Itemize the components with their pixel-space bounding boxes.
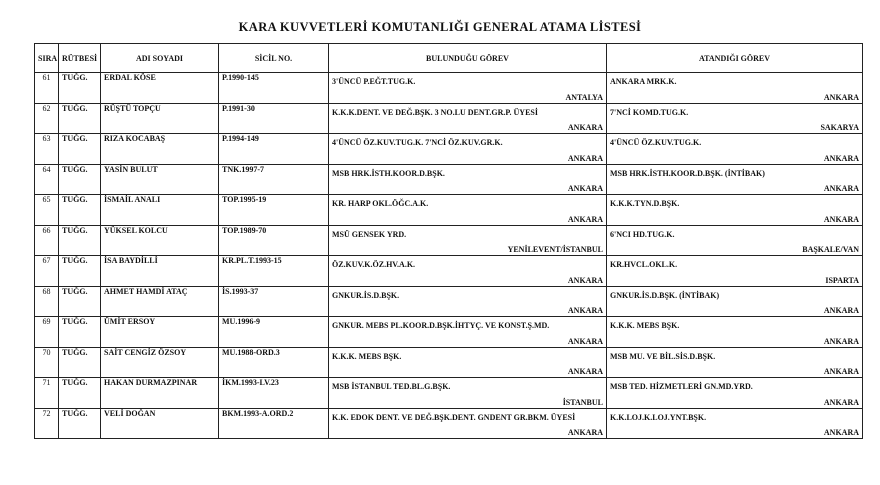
row-name: VELİ DOĞAN bbox=[101, 408, 219, 439]
row-current-location: ANKARA bbox=[567, 275, 603, 285]
row-new-duty-cell bbox=[607, 317, 863, 348]
row-new-duty: GNKUR.İS.D.BŞK. (İNTİBAK) bbox=[610, 290, 720, 300]
row-current-duty-cell bbox=[329, 256, 607, 287]
row-number: 72 bbox=[35, 408, 59, 439]
table-row bbox=[35, 225, 863, 256]
row-number: 66 bbox=[35, 225, 59, 256]
row-current-duty: ÖZ.KUV.K.ÖZ.HV.A.K. bbox=[332, 260, 416, 269]
header-adi-soyadi: ADI SOYADI bbox=[101, 44, 219, 73]
row-current-duty-cell bbox=[329, 103, 607, 134]
row-number: 65 bbox=[35, 195, 59, 226]
row-new-duty-cell bbox=[607, 408, 863, 439]
row-current-location: ANKARA bbox=[567, 153, 603, 163]
table-row bbox=[35, 164, 863, 195]
row-current-duty-cell bbox=[329, 347, 607, 378]
row-current-duty-cell bbox=[329, 73, 607, 104]
row-number: 61 bbox=[35, 73, 59, 104]
row-current-duty-cell bbox=[329, 378, 607, 409]
row-new-location: ISPARTA bbox=[825, 275, 859, 285]
table-header-row bbox=[35, 44, 863, 73]
row-rank: TUĞG. bbox=[59, 286, 101, 317]
row-sicil: TOP.1989-70 bbox=[219, 225, 329, 256]
assignment-table bbox=[34, 43, 863, 439]
row-name: ÜMİT ERSOY bbox=[101, 317, 219, 348]
row-number: 70 bbox=[35, 347, 59, 378]
row-new-duty: MSB HRK.İSTH.KOOR.D.BŞK. (İNTİBAK) bbox=[610, 168, 765, 178]
row-sicil: MU.1988-ORD.3 bbox=[219, 347, 329, 378]
row-rank: TUĞG. bbox=[59, 256, 101, 287]
row-name: ERDAL KÖSE bbox=[101, 73, 219, 104]
row-rank: TUĞG. bbox=[59, 134, 101, 165]
row-name: AHMET HAMDİ ATAÇ bbox=[101, 286, 219, 317]
row-number: 63 bbox=[35, 134, 59, 165]
row-rank: TUĞG. bbox=[59, 408, 101, 439]
row-number: 68 bbox=[35, 286, 59, 317]
document-title: KARA KUVVETLERİ KOMUTANLIĞI GENERAL ATAMA LİSTESİ bbox=[238, 20, 642, 34]
row-new-duty-cell bbox=[607, 286, 863, 317]
row-new-location: ANKARA bbox=[823, 92, 859, 102]
row-current-location: İSTANBUL bbox=[562, 397, 603, 407]
row-new-duty: 7'NCİ KOMD.TUG.K. bbox=[610, 107, 689, 117]
header-sira: SIRA bbox=[35, 44, 59, 73]
row-number: 67 bbox=[35, 256, 59, 287]
table-row bbox=[35, 408, 863, 439]
row-new-location: ANKARA bbox=[823, 336, 859, 346]
row-current-duty-cell bbox=[329, 164, 607, 195]
row-sicil: P.1990-145 bbox=[219, 73, 329, 104]
row-current-duty: K.K. EDOK DENT. VE DEĞ.BŞK.DENT. GNDENT GR.BKM. ÜYESİ bbox=[332, 412, 576, 422]
table-row bbox=[35, 103, 863, 134]
row-sicil: BKM.1993-A.ORD.2 bbox=[219, 408, 329, 439]
row-name: İSA BAYDİLLİ bbox=[101, 256, 219, 287]
row-new-duty-cell bbox=[607, 195, 863, 226]
row-current-duty: K.K.K. MEBS BŞK. bbox=[332, 351, 402, 361]
row-rank: TUĞG. bbox=[59, 317, 101, 348]
row-new-duty: MSB MU. VE BİL.SİS.D.BŞK. bbox=[610, 351, 716, 361]
row-new-duty-cell bbox=[607, 134, 863, 165]
row-number: 62 bbox=[35, 103, 59, 134]
row-current-duty-cell bbox=[329, 225, 607, 256]
row-rank: TUĞG. bbox=[59, 378, 101, 409]
row-new-location: ANKARA bbox=[823, 367, 859, 376]
row-current-location: ANKARA bbox=[567, 367, 603, 376]
row-number: 64 bbox=[35, 164, 59, 195]
row-new-duty-cell bbox=[607, 164, 863, 195]
row-current-location: ANTALYA bbox=[565, 92, 603, 102]
table-row bbox=[35, 317, 863, 348]
row-new-location: ANKARA bbox=[823, 153, 859, 163]
row-current-duty: GNKUR.İS.D.BŞK. bbox=[332, 290, 400, 300]
row-name: YASİN BULUT bbox=[101, 164, 219, 195]
table-row bbox=[35, 378, 863, 409]
row-new-location: BAŞKALE/VAN bbox=[802, 245, 859, 254]
header-bulundugu-gorev: BULUNDUĞU GÖREV bbox=[329, 44, 607, 73]
table-row bbox=[35, 256, 863, 287]
row-name: RÜŞTÜ TOPÇU bbox=[101, 103, 219, 134]
row-current-location: ANKARA bbox=[567, 306, 603, 315]
header-rutbesi: RÜTBESİ bbox=[59, 44, 101, 73]
row-new-duty: 6'NCI HD.TUG.K. bbox=[610, 229, 675, 239]
row-sicil: TNK.1997-7 bbox=[219, 164, 329, 195]
row-current-location: ANKARA bbox=[567, 123, 603, 132]
row-current-location: ANKARA bbox=[567, 184, 603, 193]
row-new-duty: KR.HVCL.OKL.K. bbox=[610, 260, 678, 269]
row-rank: TUĞG. bbox=[59, 225, 101, 256]
row-current-duty-cell bbox=[329, 408, 607, 439]
row-new-duty-cell bbox=[607, 225, 863, 256]
row-new-location: ANKARA bbox=[823, 184, 859, 193]
row-rank: TUĞG. bbox=[59, 195, 101, 226]
row-new-duty: ANKARA MRK.K. bbox=[610, 77, 677, 86]
row-rank: TUĞG. bbox=[59, 164, 101, 195]
row-new-duty: 4'ÜNCÜ ÖZ.KUV.TUG.K. bbox=[610, 138, 702, 147]
row-name: YÜKSEL KOLCU bbox=[101, 225, 219, 256]
table-row bbox=[35, 195, 863, 226]
row-new-duty-cell bbox=[607, 347, 863, 378]
row-new-duty-cell bbox=[607, 256, 863, 287]
row-name: RIZA KOCABAŞ bbox=[101, 134, 219, 165]
row-sicil: TOP.1995-19 bbox=[219, 195, 329, 226]
row-current-duty: MSB HRK.İSTH.KOOR.D.BŞK. bbox=[332, 168, 445, 178]
header-sicil-no: SİCİL NO. bbox=[219, 44, 329, 73]
row-rank: TUĞG. bbox=[59, 347, 101, 378]
header-atandigi-gorev: ATANDIĞI GÖREV bbox=[607, 44, 863, 73]
row-number: 69 bbox=[35, 317, 59, 348]
row-sicil: İS.1993-37 bbox=[219, 286, 329, 317]
row-new-location: ANKARA bbox=[823, 306, 859, 315]
row-sicil: P.1994-149 bbox=[219, 134, 329, 165]
row-rank: TUĞG. bbox=[59, 103, 101, 134]
row-current-duty-cell bbox=[329, 195, 607, 226]
row-new-duty: K.K.K.TYN.D.BŞK. bbox=[610, 199, 680, 208]
row-new-location: ANKARA bbox=[823, 397, 859, 407]
row-current-duty-cell bbox=[329, 317, 607, 348]
row-new-location: SAKARYA bbox=[820, 123, 859, 132]
table-row bbox=[35, 73, 863, 104]
row-current-duty: 3'ÜNCÜ P.EĞT.TUG.K. bbox=[332, 77, 416, 86]
row-number: 71 bbox=[35, 378, 59, 409]
row-current-duty-cell bbox=[329, 134, 607, 165]
table-row bbox=[35, 134, 863, 165]
table-row bbox=[35, 347, 863, 378]
row-new-location: ANKARA bbox=[823, 428, 859, 437]
row-sicil: P.1991-30 bbox=[219, 103, 329, 134]
table-row bbox=[35, 286, 863, 317]
row-new-duty-cell bbox=[607, 103, 863, 134]
row-current-location: ANKARA bbox=[567, 428, 603, 437]
row-current-duty: MSÜ GENSEK YRD. bbox=[332, 229, 407, 239]
row-new-duty: K.K.LOJ.K.LOJ.YNT.BŞK. bbox=[610, 412, 707, 422]
row-current-duty: KR. HARP OKL.ÖĞC.A.K. bbox=[332, 199, 429, 208]
row-sicil: MU.1996-9 bbox=[219, 317, 329, 348]
row-new-duty-cell bbox=[607, 378, 863, 409]
row-current-location: YENİLEVENT/İSTANBUL bbox=[507, 245, 603, 254]
row-new-location: ANKARA bbox=[823, 214, 859, 224]
row-new-duty: MSB TED. HİZMETLERİ GN.MD.YRD. bbox=[610, 382, 753, 391]
row-name: SAİT CENGİZ ÖZSOY bbox=[101, 347, 219, 378]
row-new-duty-cell bbox=[607, 73, 863, 104]
row-name: HAKAN DURMAZPINAR bbox=[101, 378, 219, 409]
row-new-duty: K.K.K. MEBS BŞK. bbox=[610, 321, 680, 330]
row-current-location: ANKARA bbox=[567, 336, 603, 346]
row-current-duty: MSB İSTANBUL TED.BL.G.BŞK. bbox=[332, 382, 451, 391]
row-rank: TUĞG. bbox=[59, 73, 101, 104]
row-current-duty: 4'ÜNCÜ ÖZ.KUV.TUG.K. 7'NCİ ÖZ.KUV.GR.K. bbox=[332, 138, 503, 147]
row-current-duty-cell bbox=[329, 286, 607, 317]
row-name: İSMAİL ANALI bbox=[101, 195, 219, 226]
row-current-duty: GNKUR. MEBS PL.KOOR.D.BŞK.İHTYÇ. VE KONST.Ş.MD. bbox=[332, 321, 550, 330]
row-current-duty: K.K.K.DENT. VE DEĞ.BŞK. 3 NO.LU DENT.GR.P. ÜYESİ bbox=[332, 107, 538, 117]
row-sicil: KR.PL.T.1993-15 bbox=[219, 256, 329, 287]
row-sicil: İKM.1993-LV.23 bbox=[219, 378, 329, 409]
row-current-location: ANKARA bbox=[567, 214, 603, 224]
